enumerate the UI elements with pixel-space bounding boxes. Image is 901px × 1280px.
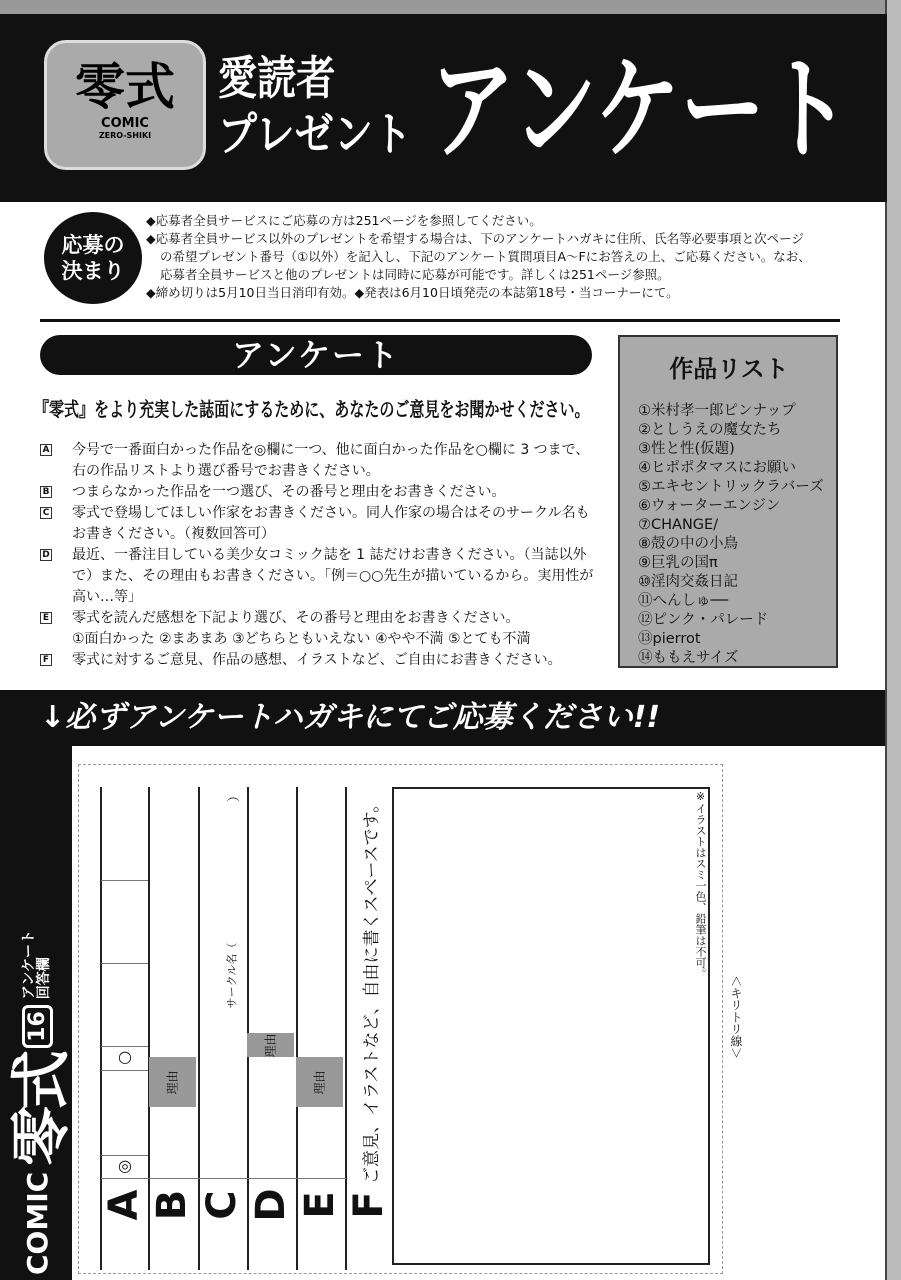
answer-field-a[interactable] (102, 787, 148, 1177)
row-divider (101, 963, 148, 964)
question-key: B (40, 486, 52, 498)
reason-label: 理由 (165, 1069, 180, 1095)
survey-title: アンケート (40, 335, 592, 375)
rules-text (146, 212, 866, 302)
question-text: 最近、一番注目している美少女コミック誌を 1 誌だけお書きください。（当誌以外で）また、その理由もお書きください。「例＝○○先生が描いているから。実用性が高い…等」 (72, 547, 594, 605)
row-divider (101, 1070, 148, 1071)
answer-letter: C (199, 1190, 245, 1220)
works-list-item: ⑨巨乳の国π (638, 555, 718, 571)
row-divider (101, 1178, 346, 1179)
reason-d (247, 1033, 294, 1057)
question-text: 零式を読んだ感想を下記より選び、その番号と理由をお書きください。 (72, 610, 520, 626)
question-text: 零式に対するご意見、作品の感想、イラストなど、ご自由にお書きください。 (72, 652, 562, 668)
rule-line: の希望プレゼント番号（①以外）を記入し、下記のアンケート質問項目A～Fにお答えの上、ご応募ください。なお、 (160, 249, 811, 264)
works-list-item: ③性と性(仮題) (638, 441, 735, 457)
works-list-item: ⑩淫肉交姦日記 (638, 574, 738, 590)
question-key: A (40, 444, 52, 456)
rules-badge (44, 212, 142, 304)
entry-banner: ↓必ずアンケートハガキにてご応募ください!! (0, 690, 885, 746)
question-c (40, 503, 600, 545)
header-subtitle (218, 50, 412, 162)
card-issue: 16 (22, 1005, 53, 1048)
logo-sub: ZERO-SHIKI (98, 131, 152, 140)
page-top-edge (0, 0, 901, 14)
page-title: アンケート (430, 45, 851, 175)
card-brand: 零式 (7, 1053, 77, 1166)
works-list-item: ②としうえの魔女たち (638, 422, 782, 438)
illustration-note: ※イラストはスミ一色、鉛筆は不可。 (694, 790, 707, 979)
question-key: F (40, 654, 52, 666)
question-key: C (40, 507, 52, 519)
answer-letter: D (248, 1188, 294, 1222)
question-e-options (40, 629, 600, 650)
reason-label: 理由 (263, 1032, 278, 1058)
answer-field-e[interactable] (298, 787, 344, 1177)
rule-line: ◆応募者全員サービスにご応募の方は251ページを参照してください。 (146, 213, 542, 228)
question-key: D (40, 549, 52, 561)
answer-letter: F (346, 1191, 392, 1219)
question-text: 零式で登場してほしい作家をお書きください。同人作家の場合はそのサークル名もお書きください。（複数回答可） (72, 505, 590, 542)
logo-comic: COMIC (101, 116, 149, 131)
page-right-edge (885, 0, 901, 1280)
works-list-item: ⑪へんしゅ── (638, 593, 728, 609)
rule-line: ◆応募者全員サービス以外のプレゼントを希望する場合は、下のアンケートハガキに住所、氏名等必要事項と次ページ (146, 231, 804, 246)
works-list-item: ⑫ピンク・パレード (638, 612, 769, 628)
row-divider (101, 880, 148, 881)
question-f (40, 650, 600, 671)
answer-field-c[interactable] (200, 787, 246, 1177)
divider (40, 319, 840, 322)
question-a (40, 440, 600, 482)
answer-letter: A (101, 1189, 147, 1221)
title-present: プレゼント (218, 107, 412, 161)
reason-e (296, 1057, 343, 1107)
question-d (40, 545, 600, 608)
card-label: 回答欄 (36, 957, 52, 1000)
question-b (40, 482, 600, 503)
zero-shiki-logo (44, 40, 206, 170)
circle-name-label: サークル名（ (225, 942, 239, 1009)
double-circle-mark: ◎ (118, 1156, 132, 1175)
reason-label: 理由 (312, 1069, 327, 1095)
works-list-title: 作品リスト (669, 355, 789, 383)
question-key: E (40, 612, 52, 624)
question-e (40, 608, 600, 629)
works-list (618, 335, 838, 668)
free-space-box[interactable] (392, 787, 710, 1265)
cut-line-label: ＜キリトリ線＞ (729, 975, 743, 1060)
question-text: 今号で一番面白かった作品を◎欄に一つ、他に面白かった作品を○欄に 3 つまで、右の作品リストより選び番号でお書きください。 (72, 442, 590, 479)
works-list-item: ⑤エキセントリックラバーズ (638, 479, 824, 495)
rule-line: 応募者全員サービスと他のプレゼントは同時に応募が可能です。詳しくは251ページ参照。 (160, 267, 670, 282)
card-side-title (7, 765, 77, 1275)
answer-field-d[interactable] (249, 787, 295, 1177)
rules-badge-line: 決まり (61, 259, 125, 283)
works-list-item: ④ヒポポタマスにお願い (638, 460, 796, 476)
card-comic: COMIC (20, 1171, 54, 1275)
rules-badge-line: 応募の (61, 233, 125, 257)
question-options: ①面白かった ②まあまあ ③どちらともいえない ④やや不満 ⑤とても不満 (72, 631, 531, 647)
rule-line: ◆締め切りは5月10日当日消印有効。◆発表は6月10日頃発売の本誌第18号・当コーナーにて。 (146, 285, 679, 300)
circle-mark: ○ (118, 1047, 132, 1066)
works-list-item: ⑦CHANGE/ (638, 517, 719, 533)
works-list-item: ⑧殻の中の小鳥 (638, 536, 738, 552)
answer-letter: E (297, 1191, 343, 1219)
free-space-note: ご意見、イラストなど、自由に書くスペースです。 (362, 795, 382, 1184)
paren-close: ） (227, 788, 243, 803)
survey-questions (40, 440, 600, 671)
works-list-item: ⑭ももえサイズ (638, 650, 739, 666)
works-list-item: ①米村孝一郎ピンナップ (638, 403, 796, 419)
survey-headline: 『零式』をより充実した誌面にするために、あなたのご意見をお聞かせください。 (34, 398, 590, 421)
title-reader: 愛読者 (218, 51, 336, 105)
works-list-item: ⑥ウォーターエンジン (638, 498, 781, 514)
works-list-item: ⑬pierrot (638, 631, 701, 647)
question-text: つまらなかった作品を一つ選び、その番号と理由をお書きください。 (72, 484, 506, 500)
reason-b (149, 1057, 196, 1107)
card-label: アンケート (21, 930, 37, 1000)
answer-field-b[interactable] (150, 787, 196, 1177)
answer-letter: B (149, 1189, 195, 1221)
logo-main: 零式 (75, 58, 175, 116)
